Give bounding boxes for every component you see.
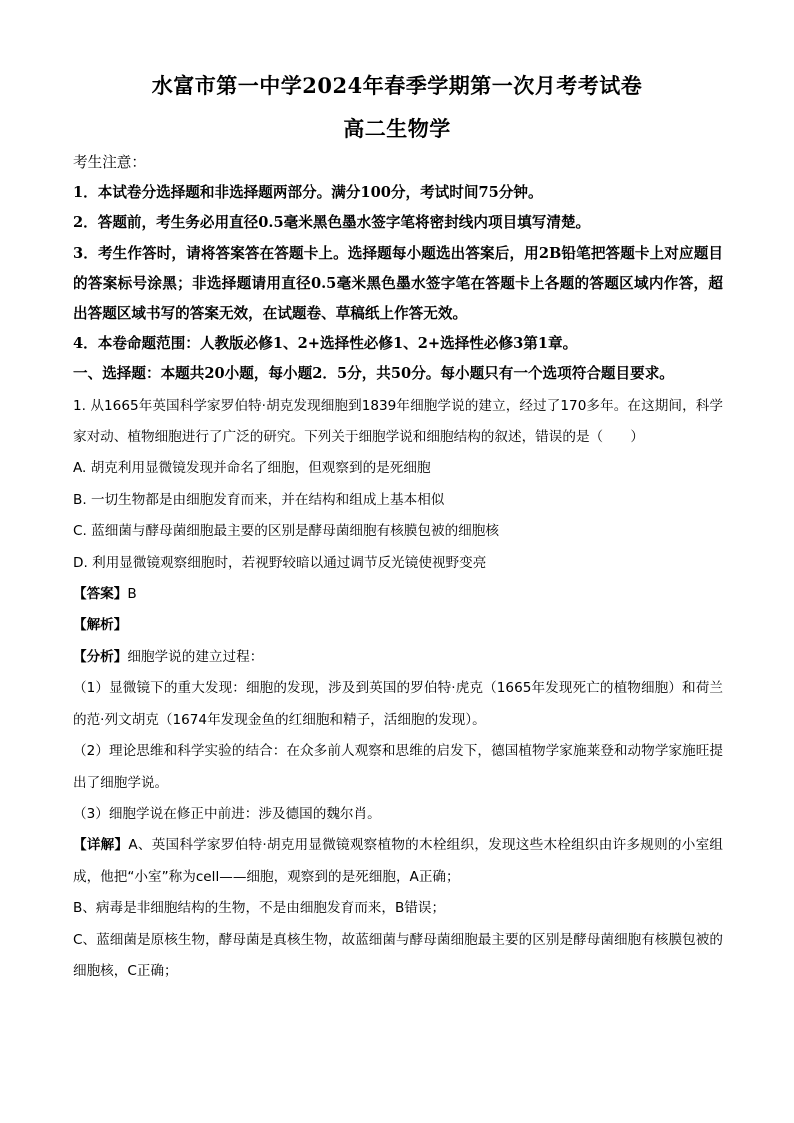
option-d: D. 利用显微镜观察细胞时，若视野较暗以通过调节反光镜使视野变亮 [73,554,487,571]
exam-title: 水富市第一中学2024年春季学期第一次月考考试卷 [151,73,643,98]
analysis-line [73,610,723,641]
fenxi-line [73,642,723,673]
notes-heading: 考生注意： [73,154,146,171]
detail-tag: 【详解】 [73,837,129,854]
exam-subject: 高二生物学 [343,116,451,141]
note-item-3: 3．考生作答时，请将答案答在答题卡上。选择题每小题选出答案后，用2B铅笔把答题卡上对应题目的答案标号涂黑；非选择题请用直径0.5毫米黑色墨水签字笔在答题卡上各题的答题区域内作答，超出答题区域书写的答案无效，在试题卷、草稿纸上作答无效。 [73,244,723,323]
question-stem: 1. 从1665年英国科学家罗伯特·胡克发现细胞到1839年细胞学说的建立，经过了170多年。在这期间，科学家对动、植物细胞进行了广泛的研究。下列关于细胞学说和细胞结构的叙述，错误的是（ ） [73,397,723,446]
option-c: C. 蓝细菌与酵母菌细胞最主要的区别是酵母菌细胞有核膜包被的细胞核 [73,523,499,540]
detail-line-b: B、病毒是非细胞结构的生物，不是由细胞发育而来，B错误； [73,900,446,917]
point-2: （2）理论思维和科学实验的结合：在众多前人观察和思维的启发下，德国植物学家施莱登和动物学家施旺提出了细胞学说。 [73,743,723,791]
point-1: （1）显微镜下的重大发现：细胞的发现，涉及到英国的罗伯特·虎克（1665年发现死亡的植物细胞）和荷兰的范·列文胡克（1674年发现金鱼的红细胞和精子，活细胞的发现）。 [73,680,723,728]
note-item-4: 4．本卷命题范围：人教版必修1、2+选择性必修1、2+选择性必修3第1章。 [73,335,578,353]
answer-value: B [127,586,137,603]
detail-line-a [73,830,723,893]
page-content [73,148,723,987]
answer-tag: 【答案】 [73,586,128,603]
question-1 [73,391,723,988]
answer-line [73,579,723,610]
analysis-tag: 【解析】 [73,617,128,634]
fenxi-text: 细胞学说的建立过程： [127,648,264,665]
candidate-notes [73,148,723,359]
note-item-1: 1．本试卷分选择题和非选择题两部分。满分100分，考试时间75分钟。 [73,184,543,202]
fenxi-tag: 【分析】 [73,648,128,665]
detail-a-text: A、英国科学家罗伯特·胡克用显微镜观察植物的木栓组织，发现这些木栓组织由许多规则的小室组成，他把“小室”称为cell——细胞，观察到的是死细胞，A正确； [73,837,724,885]
detail-line-c: C、蓝细菌是原核生物，酵母菌是真核生物，故蓝细菌与酵母菌细胞最主要的区别是酵母菌细胞有核膜包被的细胞核，C正确； [73,931,723,979]
note-item-2: 2．答题前，考生务必用直径0.5毫米黑色墨水签字笔将密封线内项目填写清楚。 [73,214,591,232]
section-title: 一、选择题：本题共20小题，每小题2．5分，共50分。每小题只有一个选项符合题目要求。 [73,365,674,383]
point-3: （3）细胞学说在修正中前进：涉及德国的魏尔肖。 [73,805,381,822]
option-a: A. 胡克利用显微镜发现并命名了细胞，但观察到的是死细胞 [73,460,431,477]
option-b: B. 一切生物都是由细胞发育而来，并在结构和组成上基本相似 [73,491,445,508]
